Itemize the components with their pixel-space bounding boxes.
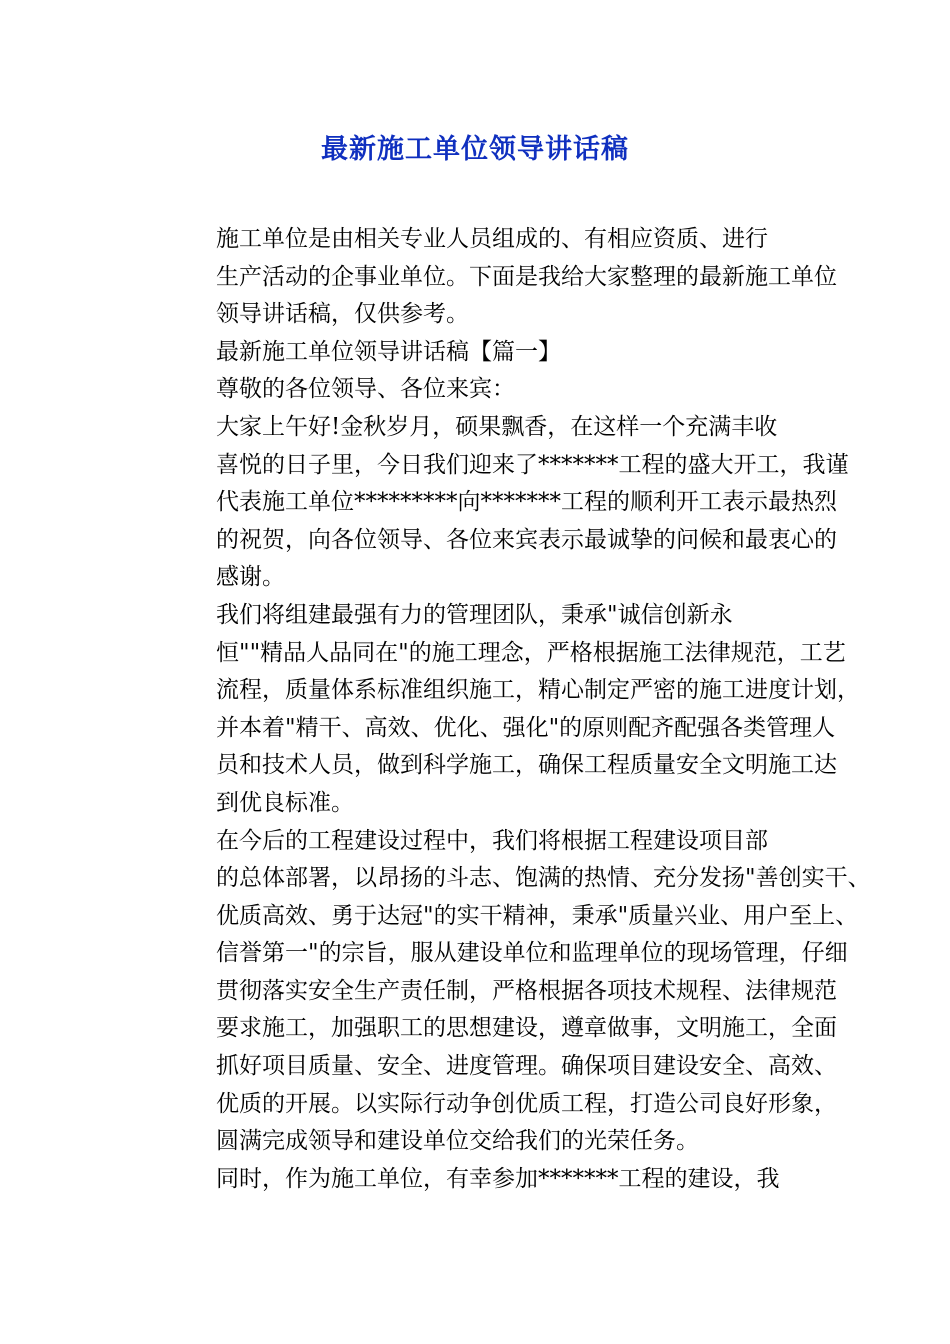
body-paragraph (146, 334, 816, 372)
text-line: 抓好项目质量、安全、进度管理。确保项目建设安全、高效、 (216, 1053, 837, 1080)
text-line: 施工单位是由相关专业人员组成的、有相应资质、进行 (216, 226, 768, 252)
text-line: 在今后的工程建设过程中，我们将根据工程建设项目部 (216, 827, 768, 854)
text-line: 要求施工，加强职工的思想建设，遵章做事，文明施工，全面 (216, 1015, 837, 1042)
text-line: 信誉第一"的宗旨，服从建设单位和监理单位的现场管理，仔细 (216, 940, 848, 967)
text-line: 并本着"精干、高效、优化、强化"的原则配齐配强各类管理人 (216, 714, 836, 741)
text-line: 贯彻落实安全生产责任制，严格根据各项技术规程、法律规范 (216, 977, 837, 1004)
text-line: 员和技术人员，做到科学施工，确保工程质量安全文明施工达 (216, 752, 837, 779)
text-line: 领导讲话稿，仅供参考。 (216, 301, 469, 328)
text-line: 的总体部署，以昂扬的斗志、饱满的热情、充分发扬"善创实干、 (216, 865, 871, 892)
text-line: 代表施工单位*********向*******工程的顺利开工表示最热烈 (216, 489, 837, 516)
document-title: 最新施工单位领导讲话稿 (321, 134, 629, 165)
text-line: 的祝贺，向各位领导、各位来宾表示最诚挚的问候和最衷心的 (216, 526, 837, 553)
text-line: 喜悦的日子里，今日我们迎来了*******工程的盛大开工，我谨 (216, 451, 849, 478)
text-line: 同时，作为施工单位，有幸参加*******工程的建设，我 (216, 1165, 780, 1192)
text-line: 最新施工单位领导讲话稿【篇一】 (216, 338, 561, 365)
body-paragraph (146, 221, 837, 334)
body-paragraph (146, 597, 860, 823)
text-line: 感谢。 (216, 564, 285, 591)
text-line: 优质的开展。以实际行动争创优质工程，打造公司良好形象， (216, 1090, 837, 1117)
text-line: 到优良标准。 (216, 789, 354, 816)
body-paragraph (146, 371, 816, 409)
text-line: 生产活动的企事业单位。下面是我给大家整理的最新施工单位 (216, 263, 837, 290)
text-line: 优质高效、勇于达冠"的实干精神，秉承"质量兴业、用户至上、 (216, 902, 859, 929)
body-paragraph (146, 409, 849, 597)
body-paragraph (146, 1161, 816, 1199)
text-line: 大家上午好!金秋岁月，硕果飘香，在这样一个充满丰收 (216, 413, 778, 440)
document-body (146, 221, 871, 1198)
text-line: 尊敬的各位领导、各位来宾： (216, 376, 515, 403)
text-line: 圆满完成领导和建设单位交给我们的光荣任务。 (216, 1128, 699, 1155)
body-paragraph (146, 823, 871, 1161)
text-line: 我们将组建最强有力的管理团队，秉承"诚信创新永 (216, 601, 733, 628)
text-line: 恒""精品人品同在"的施工理念，严格根据施工法律规范，工艺 (216, 639, 846, 666)
text-line: 流程，质量体系标准组织施工，精心制定严密的施工进度计划， (216, 677, 860, 704)
